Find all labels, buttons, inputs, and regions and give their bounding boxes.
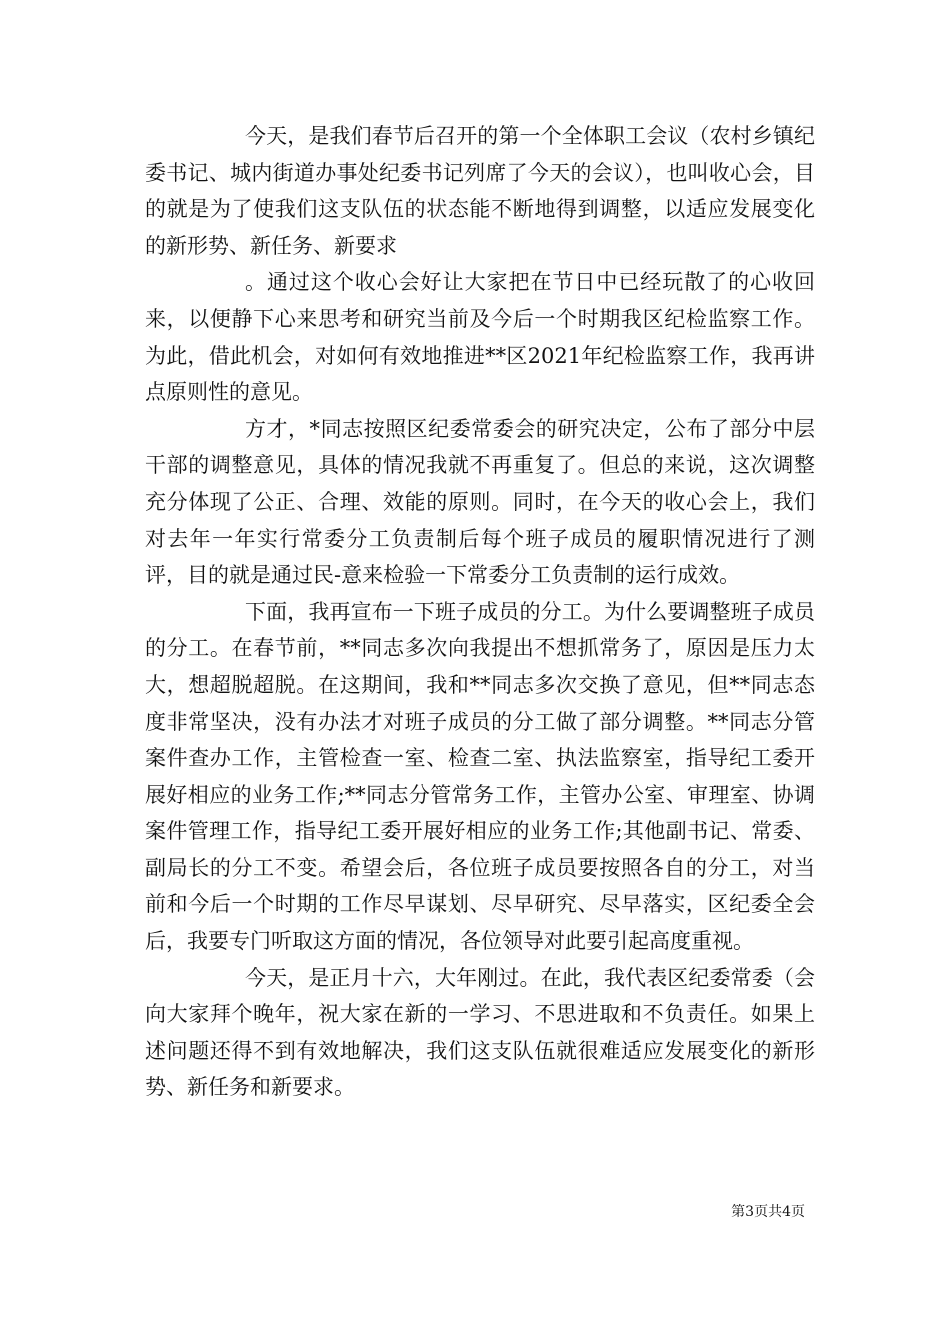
page-number-label: 第3页共4页	[731, 1204, 805, 1220]
page-number-footer	[731, 1203, 805, 1221]
paragraph-5: 今天，是正月十六，大年刚过。在此，我代表区纪委常委（会向大家拜个晚年，祝大家在新的一学习、不思进取和不负责任。如果上述问题还得不到有效地解决，我们这支队伍就很难适应发展变化的新形势、新任务和新要求。	[145, 965, 815, 1100]
document-body	[145, 118, 815, 1106]
paragraph-1: 今天，是我们春节后召开的第一个全体职工会议（农村乡镇纪委书记、城内街道办事处纪委书记列席了今天的会议），也叫收心会，目的就是为了使我们这支队伍的状态能不断地得到调整，以适应发展变化的新形势、新任务、新要求	[145, 124, 815, 258]
paragraph-2: 。通过这个收心会好让大家把在节日中已经玩散了的心收回来，以便静下心来思考和研究当前及今后一个时期我区纪检监察工作。为此，借此机会，对如何有效地推进**区2021年纪检监察工作，我再讲点原则性的意见。	[145, 270, 815, 405]
paragraph-3: 方才，*同志按照区纪委常委会的研究决定，公布了部分中层干部的调整意见，具体的情况我就不再重复了。但总的来说，这次调整充分体现了公正、合理、效能的原则。同时，在今天的收心会上，我们对去年一年实行常委分工负责制后每个班子成员的履职情况进行了测评，目的就是通过民-意来检验一下常委分工负责制的运行成效。	[145, 416, 815, 588]
paragraph-4: 下面，我再宣布一下班子成员的分工。为什么要调整班子成员的分工。在春节前，**同志多次向我提出不想抓常务了，原因是压力太大，想超脱超脱。在这期间，我和**同志多次交换了意见，但**同志态度非常坚决，没有办法才对班子成员的分工做了部分调整。**同志分管案件查办工作，主管检查一室、检查二室、执法监察室，指导纪工委开展好相应的业务工作;**同志分管常务工作，主管办公室、审理室、协调案件管理工作，指导纪工委开展好相应的业务工作;其他副书记、常委、副局长的分工不变。希望会后，各位班子成员要按照各自的分工，对当前和今后一个时期的工作尽早谋划、尽早研究、尽早落实，区纪委全会后，我要专门听取这方面的情况，各位领导对此要引起高度重视。	[145, 599, 815, 954]
